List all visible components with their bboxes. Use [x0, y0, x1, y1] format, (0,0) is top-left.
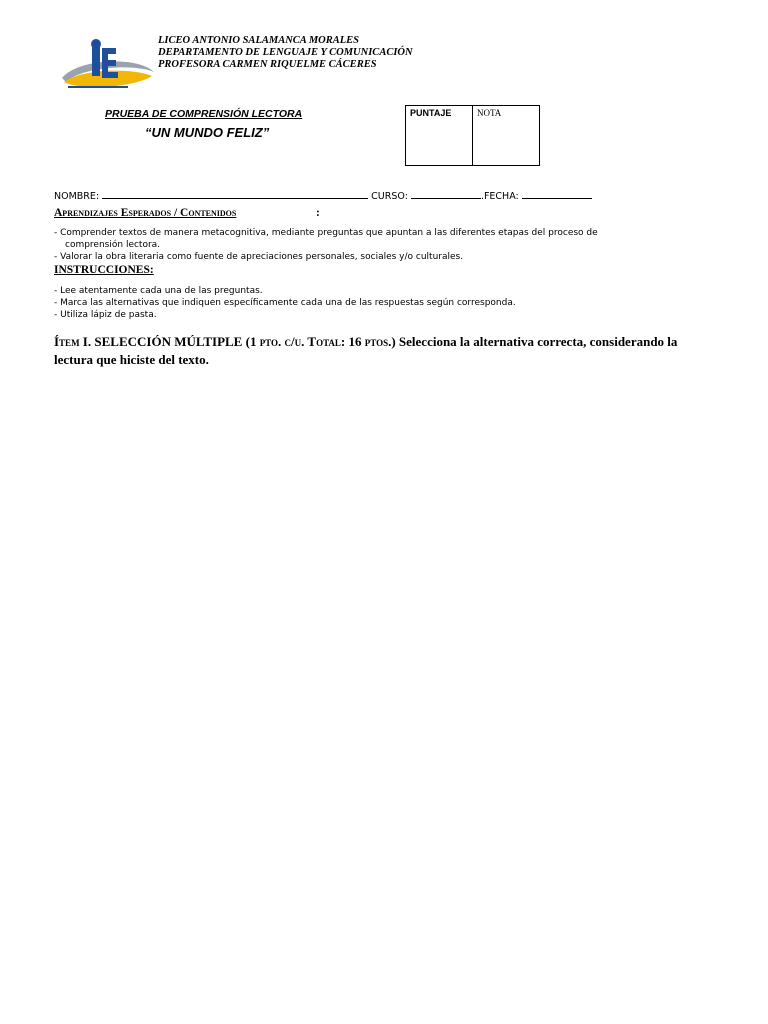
student-fields	[54, 188, 592, 202]
puntaje-cell[interactable]	[406, 106, 473, 166]
list-item: - Lee atentamente cada una de las preguntas.	[54, 286, 263, 296]
instrucciones-heading: INSTRUCCIONES:	[54, 264, 154, 276]
item-1-instructions	[54, 333, 714, 369]
curso-label: CURSO:	[371, 191, 408, 202]
nota-cell[interactable]	[473, 106, 540, 166]
puntaje-label: PUNTAJE	[410, 108, 452, 118]
item-1-name: SELECCIÓN MÚLTIPLE	[94, 334, 243, 349]
instrucciones-list	[54, 285, 694, 321]
nombre-field[interactable]	[102, 188, 368, 199]
test-title: PRUEBA DE COMPRENSIÓN LECTORA	[105, 108, 303, 120]
school-header	[158, 35, 413, 71]
aprendizajes-heading	[54, 207, 236, 219]
fecha-label: .FECHA:	[480, 191, 519, 202]
aprendizajes-heading-text: Aprendizajes Esperados / Contenidos	[54, 207, 237, 219]
item-1-label: Ítem I.	[54, 334, 92, 349]
teacher-name: PROFESORA CARMEN RIQUELME CÁCERES	[158, 59, 377, 70]
book-title: “UN MUNDO FELIZ”	[145, 125, 270, 140]
list-item: - Valorar la obra literaria como fuente de apreciaciones personales, sociales y/o culturales.	[54, 252, 464, 262]
nota-label: NOTA	[477, 108, 502, 118]
item-1-points: (1 pto. c/u. Total: 16 ptos.)	[245, 334, 396, 349]
list-item: comprensión lectora.	[65, 240, 161, 250]
school-name: LICEO ANTONIO SALAMANCA MORALES	[158, 35, 360, 46]
aprendizajes-list	[54, 227, 694, 263]
score-table	[405, 105, 540, 166]
list-item: - Utiliza lápiz de pasta.	[54, 310, 157, 320]
fecha-field[interactable]	[522, 188, 592, 199]
school-logo-icon	[58, 38, 158, 94]
list-item: - Comprender textos de manera metacognitiva, mediante preguntas que apuntan a las diferentes etapas del proceso de	[54, 228, 598, 238]
item-1-instruction: Selecciona la alternativa correcta, considerando la lectura que hiciste del texto.	[54, 334, 678, 367]
nombre-label: NOMBRE:	[54, 191, 100, 202]
department-name: DEPARTAMENTO DE LENGUAJE Y COMUNICACIÓN	[158, 47, 413, 58]
curso-field[interactable]	[411, 188, 481, 199]
list-item: - Marca las alternativas que indiquen específicamente cada una de las respuestas según corresponda.	[54, 298, 516, 308]
aprendizajes-colon: :	[316, 207, 320, 219]
